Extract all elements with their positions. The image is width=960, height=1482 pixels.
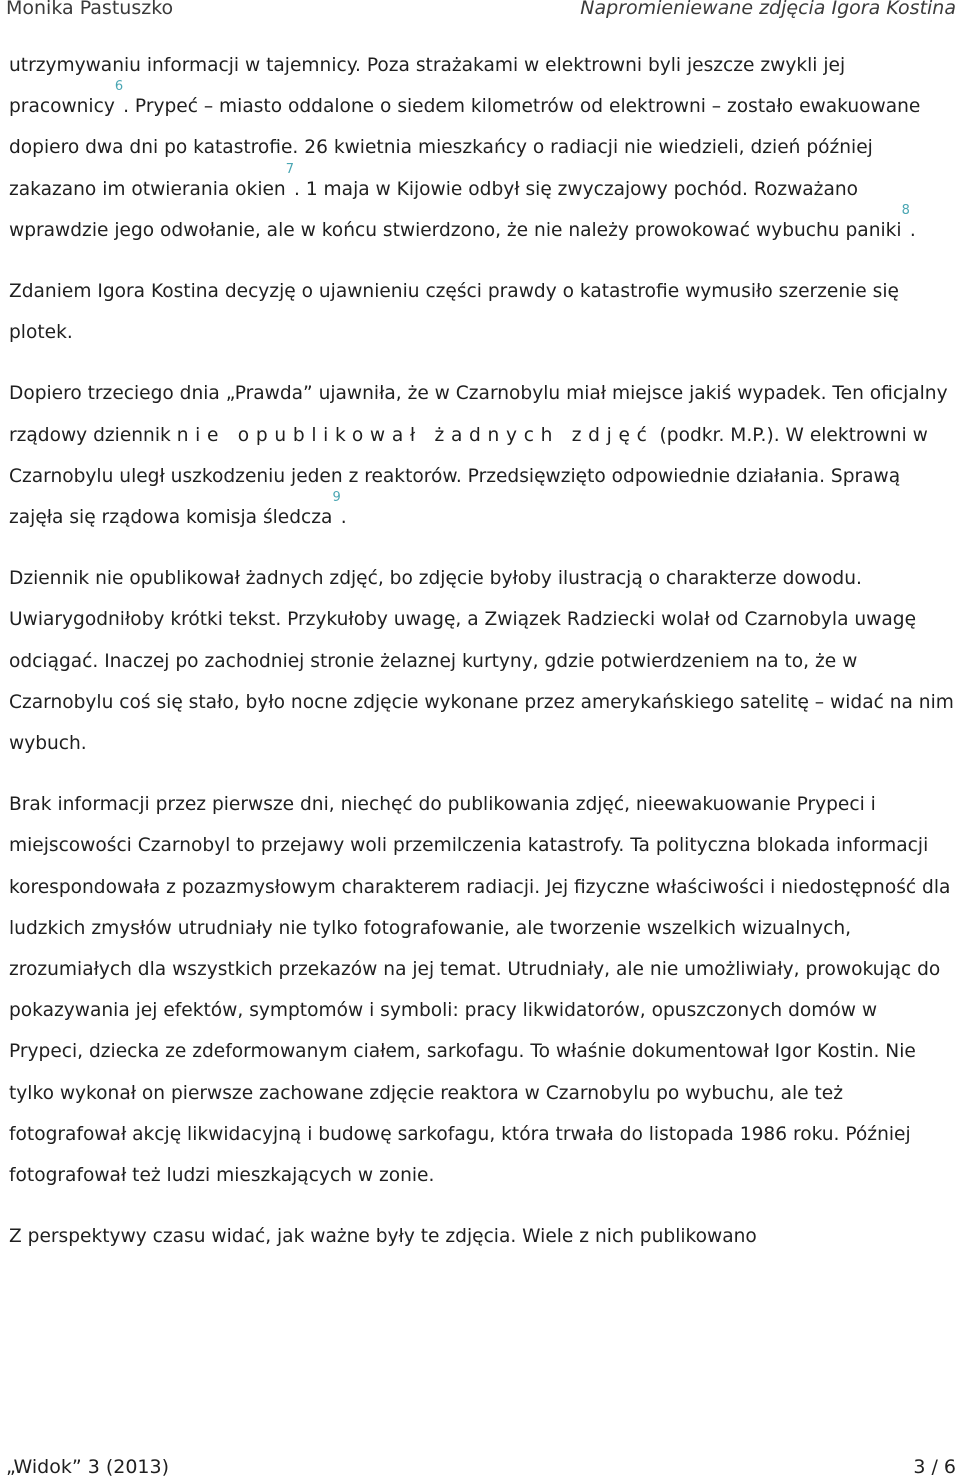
paragraph-1 [9, 45, 954, 251]
paragraph-3: Dziennik nie opublikował żadnych zdjęć, bo zdjęcie byłoby ilustracją o charakterze dowodu. Uwiarygodniłoby krótki tekst. Przykułoby uwagę, a Związek Radziecki wolał od Czarnobyla uwagę odciągać. Inaczej po zachodniej stronie żelaznej kurtyny, gdzie potwierdzeniem na to, że w Czarnobylu coś się stało, było nocne zdjęcie wykonane przez amerykańskiego satelitę – widać na nim wybuch. [9, 568, 954, 755]
paragraph-2: Zdaniem Igora Kostina decyzję o ujawnieniu części prawdy o katastrofie wymusiło szerzenie się plotek. [9, 281, 899, 344]
paragraph-1-part-c: . 1 maja w Kijowie odbył się zwyczajowy pochód. Rozważano wprawdzie jego odwołanie, ale w końcu stwierdzono, że nie należy prowokować wybuchu paniki [9, 178, 902, 241]
footnote-ref-6[interactable]: 6 [114, 79, 124, 95]
footnote-ref-8[interactable]: 8 [901, 202, 910, 218]
page-header [0, 0, 960, 20]
spacer [9, 353, 954, 373]
footnote-ref-7[interactable]: 7 [285, 161, 294, 177]
paragraph-1-part-b: . Prypeć – miasto oddalone o siedem kilometrów od elektrowni – zostało ewakuowane dopiero dwa dni po katastrofie. 26 kwietnia mieszkańcy o radiacji nie wiedzieli, dzień później zakazano im otwierania okien [9, 96, 921, 200]
quote-part-a: Dopiero trzeciego dnia „Prawda” ujawniła, że w Czarnobylu miał miejsce jakiś wypadek. Ten oficjalny rządowy dziennik [9, 383, 948, 446]
paragraph-1-part-d: . [909, 219, 916, 241]
spacer [9, 538, 954, 558]
header-author: Monika Pastuszko [6, 0, 174, 19]
spacer [9, 251, 954, 271]
article-body [9, 45, 954, 1257]
footnote-ref-9[interactable]: 9 [332, 490, 341, 506]
paragraph-4: Brak informacji przez pierwsze dni, niechęć do publikowania zdjęć, nieewakuowanie Prypeci i miejscowości Czarnobyl to przejawy woli przemilczenia katastrofy. Ta polityczna blokada informacji korespondowała z pozazmysłowym charakterem radiacji. Jej fizyczne właściwości i niedostępność dla ludzkich zmysłów utrudniały nie tylko fotografowanie, ale tworzenie wszelkich wizualnych, zrozumiałych dla wszystkich przekazów na jej temat. Utrudniały, ale nie umożliwiały, prowokując do pokazywania jej efektów, symptomów i symboli: pracy likwidatorów, opuszczonych domów w Prypeci, dziecka ze zdeformowanym ciałem, sarkofagu. To właśnie dokumentował Igor Kostin. Nie tylko wykonał on pierwsze zachowane zdjęcie reaktora w Czarnobylu po wybuchu, ale też fotografował akcję likwidacyjną i budowę sarkofagu, która trwała do listopada 1986 roku. Później fotografował też ludzi mieszkających w zonie. [9, 794, 951, 1187]
spacer [9, 1196, 954, 1216]
footer-journal: „Widok” 3 (2013) [6, 1456, 170, 1478]
block-quote [9, 373, 954, 538]
paragraph-1-part-a: utrzymywaniu informacji w tajemnicy. Poza strażakami w elektrowni byli jeszcze zwykli jej pracownicy [9, 55, 846, 118]
spacer [9, 764, 954, 784]
page-footer [0, 1456, 960, 1482]
quote-emphasized-text: nie opublikował żadnych zdjęć [176, 424, 654, 446]
quote-part-b: (podkr. M.P.). W elektrowni w Czarnobylu uległ uszkodzeniu jeden z reaktorów. Przedsięwzięto odpowiednie działania. Sprawą zajęła się rządowa komisja śledcza [9, 424, 928, 529]
paragraph-5: Z perspektywy czasu widać, jak ważne były te zdjęcia. Wiele z nich publikowano [9, 1226, 757, 1248]
page-number: 3 / 6 [913, 1456, 956, 1478]
header-article-title: Napromieniewane zdjęcia Igora Kostina [580, 0, 956, 19]
quote-part-c: . [340, 507, 347, 529]
